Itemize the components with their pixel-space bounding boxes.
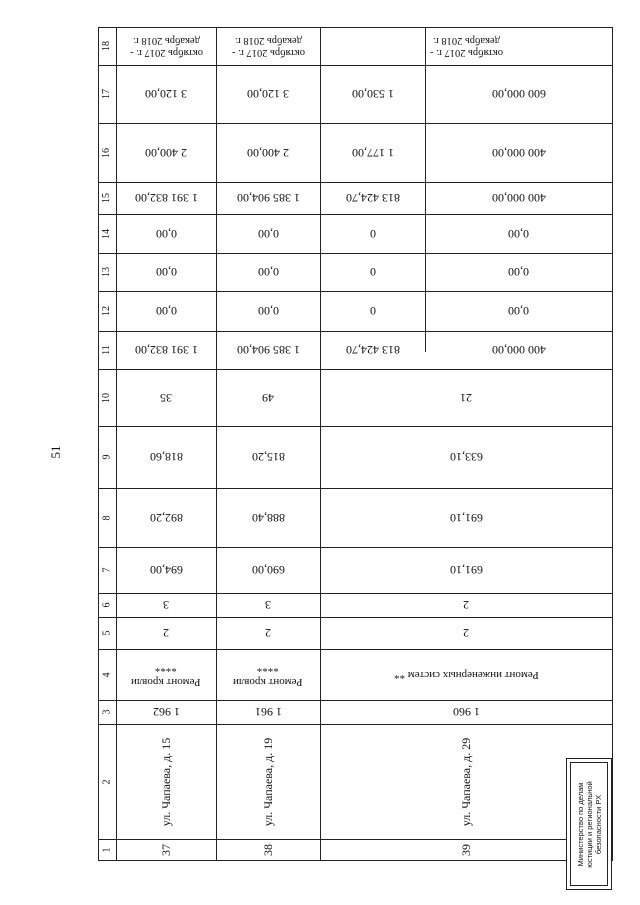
table-cell: 813 424,70 [345, 343, 400, 357]
table-cell: 1 961 [254, 705, 282, 719]
table-cell: 691,10 [449, 510, 483, 525]
table-cell: ул. Чапаева, д. 29 [458, 737, 473, 826]
table-cell: 400 000,00 [491, 145, 546, 160]
table-cell: 0,00 [257, 226, 279, 241]
ministry-stamp [566, 758, 612, 890]
repair-schedule-table [98, 27, 613, 861]
table-cell: 1 177,00 [351, 145, 394, 160]
table-cell: 0,00 [257, 265, 279, 279]
col-header-18: 18 [101, 41, 112, 51]
col-header-15: 15 [101, 193, 112, 203]
table-cell: 2 [163, 626, 169, 640]
table-cell: Ремонт инженерных систем ** [393, 668, 539, 681]
table-cell: 2 400,00 [145, 145, 187, 160]
table-cell: 39 [459, 843, 473, 856]
table-cell: октябрь 2017 г. - декабрь 2018 г. [429, 35, 503, 58]
col-header-9: 9 [101, 454, 112, 460]
table-cell: 2 400,00 [247, 145, 289, 160]
table-cell: 1 391 832,00 [134, 343, 198, 357]
table-cell: 633,10 [449, 450, 483, 464]
table-cell: ул. Чапаева, д. 19 [260, 737, 275, 826]
table-cell: 21 [460, 390, 472, 405]
table-cell: 2 [463, 598, 469, 612]
col-header-2: 2 [101, 779, 112, 784]
table-cell: 815,20 [251, 450, 285, 464]
table-cell: 888,40 [251, 510, 285, 525]
table-cell: 0 [369, 265, 376, 279]
table-cell: Ремонт кровли **** [131, 661, 201, 688]
table-cell: 0 [369, 226, 376, 241]
table-cell: 38 [261, 843, 275, 856]
col-header-11: 11 [100, 345, 112, 355]
table-cell: 0,00 [508, 304, 529, 318]
table-cell: 600 000,00 [491, 87, 546, 101]
table-cell: 3 120,00 [145, 87, 187, 101]
table-cell: 0,00 [155, 265, 177, 279]
table-cell: 1 530,00 [351, 87, 394, 101]
col-header-3: 3 [101, 709, 112, 715]
table-cell: 3 120,00 [247, 87, 289, 101]
table-cell: 0 [369, 304, 376, 318]
table-cell: 49 [262, 390, 274, 405]
table-cell: 694,00 [149, 563, 183, 577]
table-cell: 0,00 [155, 226, 177, 241]
table-cell: 3 [163, 598, 169, 612]
page-number: 51 [48, 445, 63, 459]
table-cell: 0,00 [508, 226, 529, 241]
col-header-5: 5 [101, 630, 112, 636]
col-header-1: 1 [101, 847, 112, 852]
col-header-17: 17 [101, 89, 112, 99]
table-cell: 400 000,00 [491, 191, 546, 205]
col-header-13: 13 [101, 267, 112, 277]
table-cell: 892,20 [149, 510, 183, 525]
table-cell: 0,00 [257, 304, 279, 318]
table-cell: 3 [265, 598, 271, 612]
col-header-12: 12 [101, 306, 112, 316]
stamp-text: Министерство по делам юстиции и региональной безопасности РХ [575, 780, 603, 868]
table-cell: ул. Чапаева, д. 15 [158, 737, 173, 826]
table-cell: 37 [159, 843, 173, 856]
col-header-6: 6 [101, 602, 112, 608]
table-cell: 400 000,00 [491, 343, 546, 357]
table-cell: 818,60 [149, 450, 183, 464]
table-cell: 1 385 904,00 [236, 343, 300, 357]
col-header-4: 4 [101, 672, 112, 677]
col-header-14: 14 [101, 228, 112, 239]
table-cell: 1 960 [452, 705, 480, 719]
table-cell: 1 385 904,00 [236, 191, 300, 205]
table-cell: 1 391 832,00 [134, 191, 198, 205]
table-cell: октябрь 2017 г. - декабрь 2018 г. [129, 35, 203, 58]
table-cell: 2 [463, 626, 469, 640]
table-cell: 1 962 [152, 705, 180, 719]
table-cell: 0,00 [508, 265, 529, 279]
table-cell: октябрь 2017 г. - декабрь 2018 г. [231, 35, 305, 58]
table-cell: 813 424,70 [345, 191, 400, 205]
col-header-10: 10 [101, 392, 112, 403]
table-cell: 691,10 [449, 563, 483, 577]
col-header-16: 16 [101, 147, 112, 158]
table-cell: 0,00 [155, 304, 177, 318]
table-cell: 690,00 [251, 563, 285, 577]
table-cell: Ремонт кровли **** [233, 661, 303, 688]
col-header-8: 8 [101, 515, 112, 520]
table-cell: 35 [160, 390, 172, 405]
table-cell: 2 [265, 626, 271, 640]
col-header-7: 7 [101, 567, 112, 573]
